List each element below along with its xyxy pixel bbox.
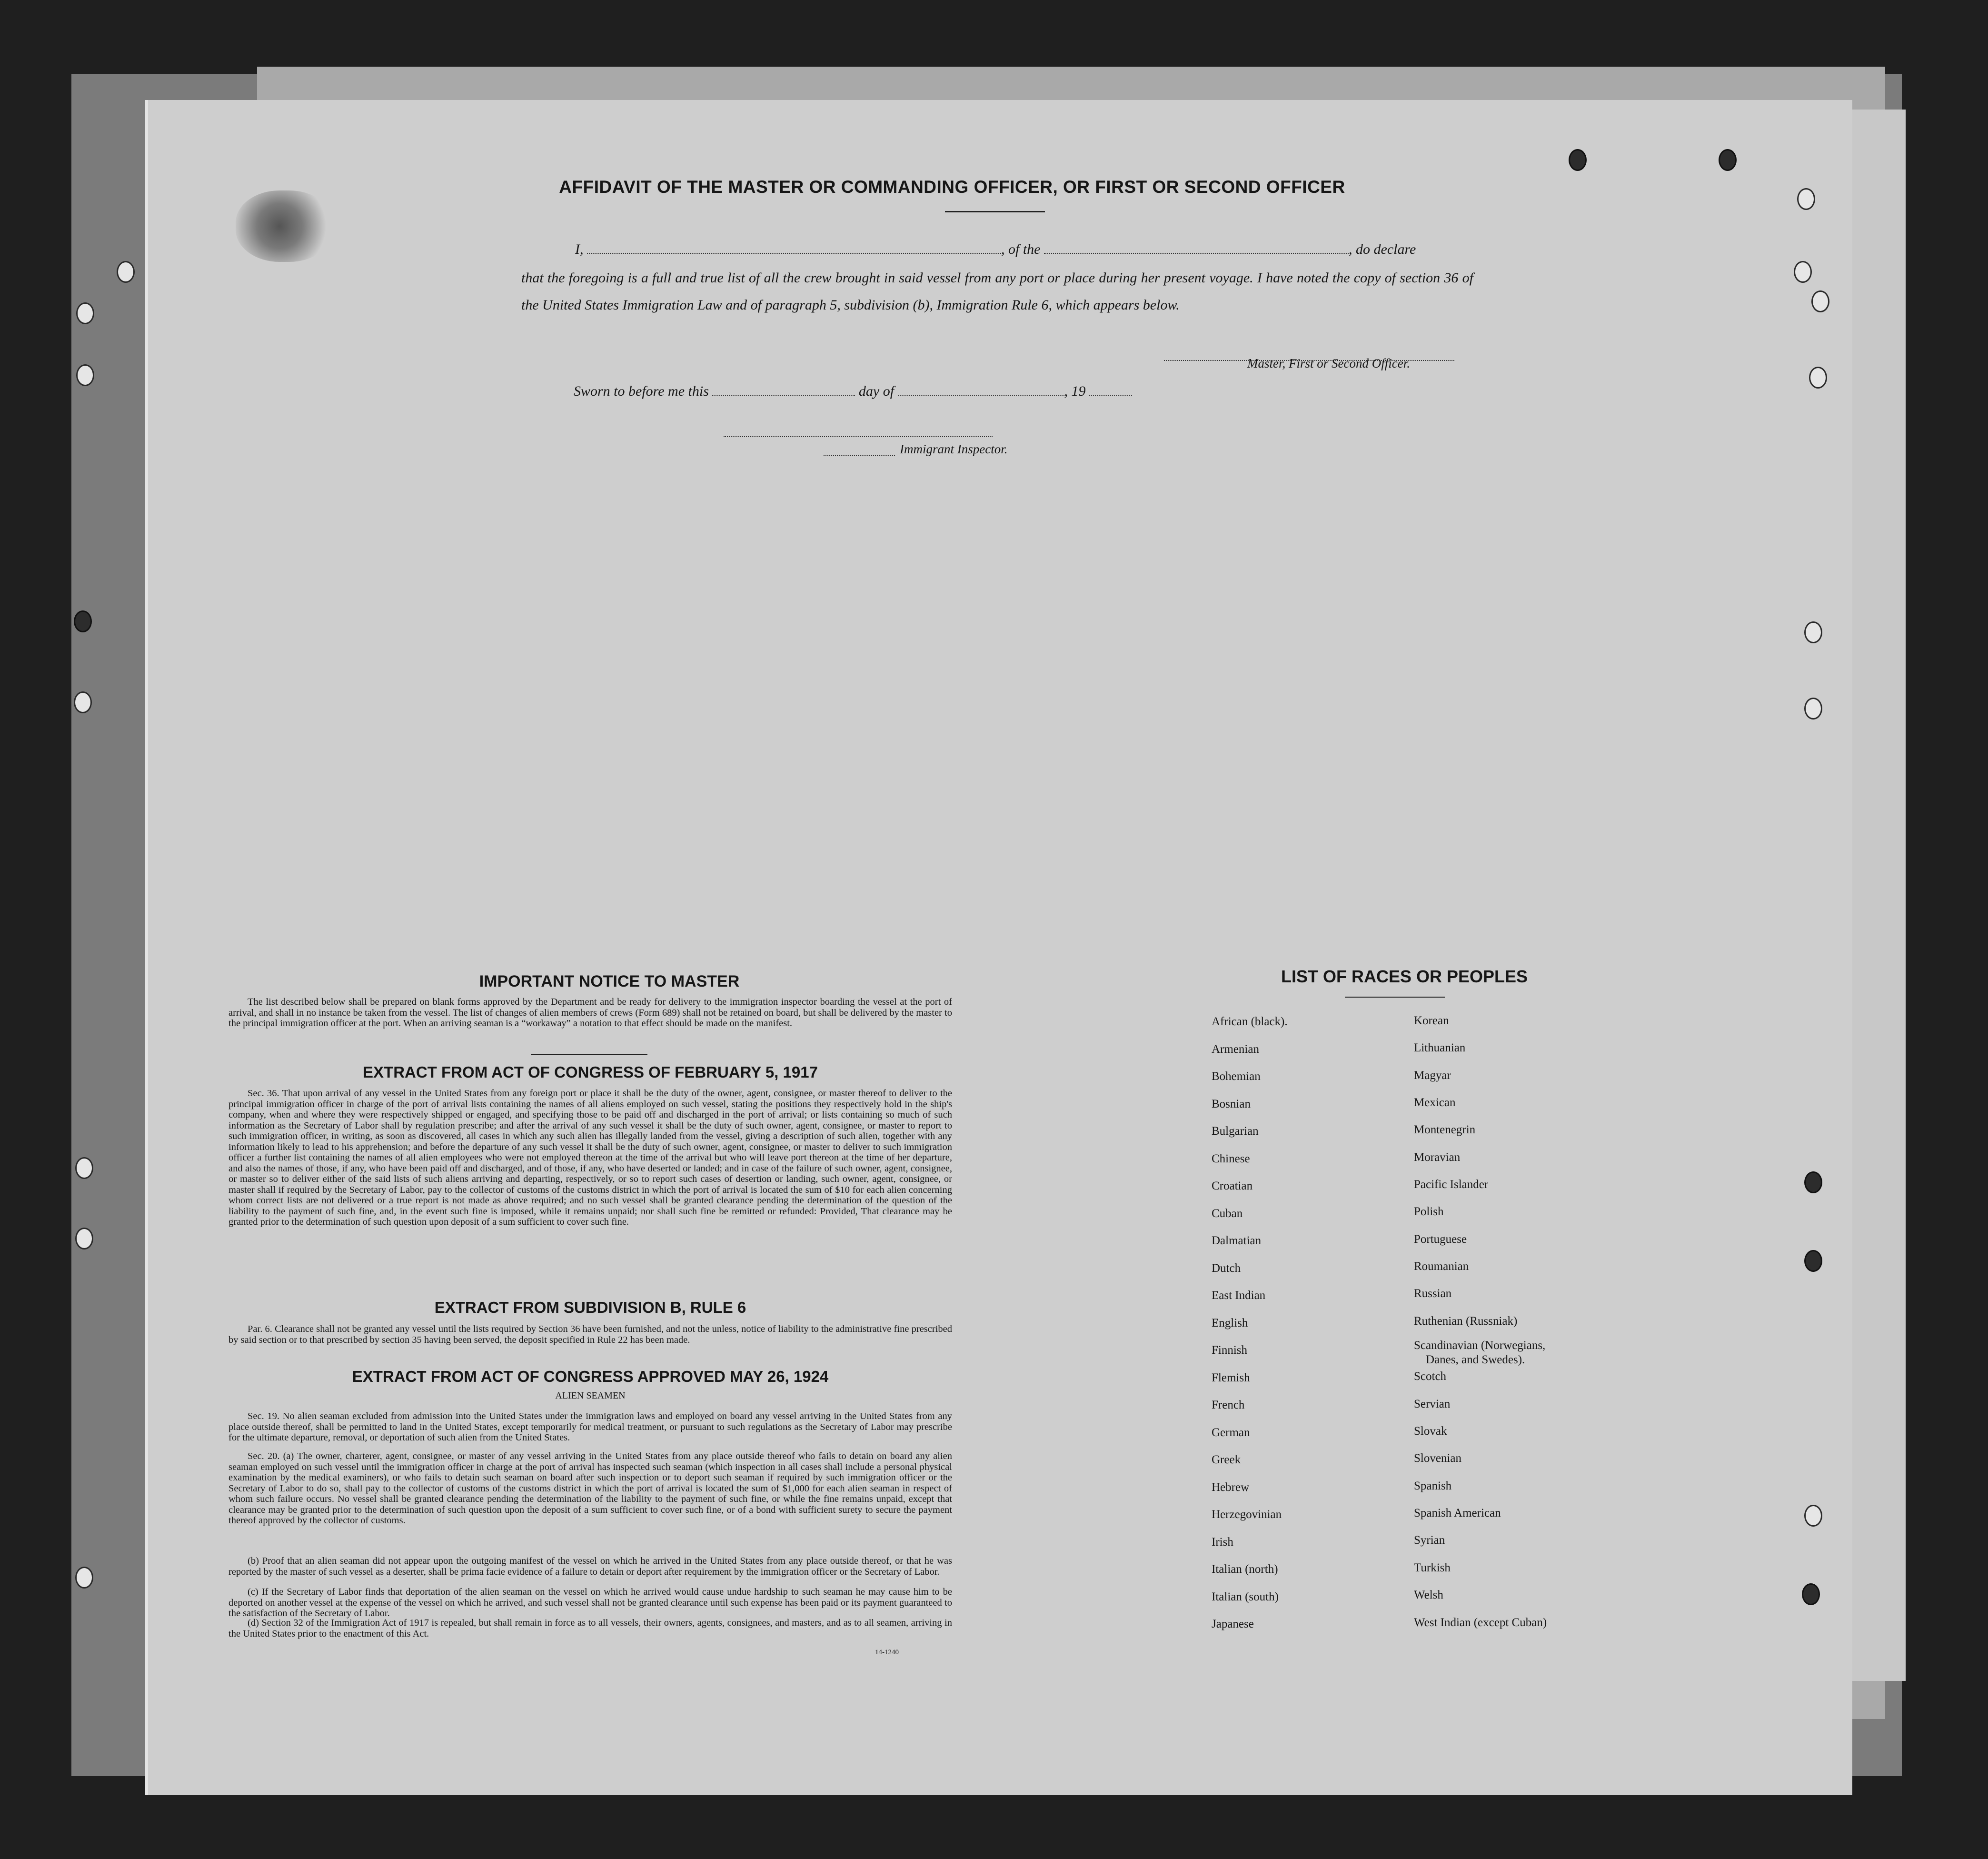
race-item: Syrian <box>1414 1534 1445 1547</box>
race-item: Spanish American <box>1414 1507 1501 1519</box>
extract-1917-title: EXTRACT FROM ACT OF CONGRESS OF FEBRUARY 5, 1917 <box>363 1063 818 1081</box>
race-item: Flemish <box>1212 1371 1250 1384</box>
race-item: Moravian <box>1414 1151 1461 1164</box>
master-signature-label: Master, First or Second Officer. <box>1247 356 1410 370</box>
affidavit-i: I, <box>575 241 584 257</box>
binder-hole <box>1804 1171 1822 1193</box>
race-item: Cuban <box>1212 1207 1243 1220</box>
race-item: Spanish <box>1414 1479 1452 1492</box>
race-item: Danes, and Swedes). <box>1426 1353 1525 1366</box>
extract-1924-sec20d: (d) Section 32 of the Immigration Act of 1917 is repealed, but shall remain in force as to all vessels, their owners, agents, consignees, and masters, and as to all seamen, arriving in the United States prior to the enactment of this Act. <box>229 1618 952 1639</box>
name-blank <box>587 252 1001 254</box>
binder-hole <box>76 302 94 324</box>
extract-rule6-text: Par. 6. Clearance shall not be granted any vessel until the lists required by Section 36 have been furnished, and not the unless, notice of liability to the administrative fine prescribed by said section or to that prescribed by section 35 having been served, the deposit specified in Rule 22 has been made. <box>229 1324 952 1345</box>
day-blank <box>712 394 855 396</box>
race-item: French <box>1212 1399 1245 1411</box>
race-item: Polish <box>1414 1205 1444 1218</box>
binder-hole <box>1802 1583 1820 1605</box>
race-item: Pacific Islander <box>1414 1178 1489 1191</box>
races-title: LIST OF RACES OR PEOPLES <box>1281 967 1528 986</box>
binder-hole <box>74 610 92 632</box>
race-item: Irish <box>1212 1535 1233 1549</box>
form-number: 14-1240 <box>875 1649 899 1656</box>
binder-hole <box>1797 188 1815 210</box>
binder-hole <box>1794 261 1812 283</box>
sworn-prefix: Sworn to before me this <box>574 383 709 399</box>
race-item: Dalmatian <box>1212 1234 1262 1247</box>
extract-1924-sec20b: (b) Proof that an alien seaman did not appear upon the outgoing manifest of the vessel on which he arrived in the United States from any place outside thereof, or that he was reported by the master of such vessel as a deserter, shall be prima facie evidence of a failure to detain or deport after requirement by the immigration officer or the Secretary of Labor. <box>229 1556 952 1577</box>
race-item: Welsh <box>1414 1589 1443 1601</box>
affidavit-declare: , do declare <box>1349 241 1416 257</box>
binder-hole <box>1804 1250 1822 1272</box>
race-item: Lithuanian <box>1414 1041 1466 1054</box>
binder-hole <box>1811 290 1829 312</box>
year-blank <box>1089 394 1132 396</box>
race-item: German <box>1212 1426 1250 1439</box>
race-item: Ruthenian (Russniak) <box>1414 1315 1518 1328</box>
race-item: West Indian (except Cuban) <box>1414 1616 1547 1629</box>
extract-1924-sec20c: (c) If the Secretary of Labor finds that deportation of the alien seaman on the vessel on which he arrived would cause undue hardship to such seaman he may cause him to be deported on another vessel at the expense of the vessel on which he arrived, and such vessel shall not be granted clearance until such expense has been paid or its payment guaranteed to the satisfaction of the Secretary of Labor. <box>229 1587 952 1619</box>
page-edge <box>1847 110 1906 1681</box>
extract-rule6-title: EXTRACT FROM SUBDIVISION B, RULE 6 <box>434 1299 746 1316</box>
inspector-signature-line <box>724 436 993 437</box>
race-item: Chinese <box>1212 1152 1250 1165</box>
race-item: Bosnian <box>1212 1097 1251 1110</box>
sworn-line <box>574 383 1132 400</box>
race-item: Croatian <box>1212 1179 1253 1192</box>
race-item: Slovak <box>1414 1425 1447 1438</box>
binder-hole <box>1804 1505 1822 1527</box>
binder-hole <box>74 691 92 713</box>
race-item: Portuguese <box>1414 1233 1467 1246</box>
inspector-label: Immigrant Inspector. <box>900 442 1008 456</box>
race-item: Italian (south) <box>1212 1590 1279 1603</box>
race-item: Servian <box>1414 1398 1451 1410</box>
race-item: Russian <box>1414 1287 1452 1300</box>
race-item: Korean <box>1414 1014 1449 1027</box>
race-item: Hebrew <box>1212 1480 1250 1494</box>
race-item: Turkish <box>1414 1561 1451 1574</box>
races-title-underline <box>1345 997 1445 998</box>
race-item: Bohemian <box>1212 1070 1261 1083</box>
binder-hole <box>1804 621 1822 643</box>
race-item: Roumanian <box>1414 1260 1469 1273</box>
vessel-blank <box>1044 252 1349 254</box>
extract-1924-sec19: Sec. 19. No alien seaman excluded from admission into the United States under the immigration laws and employed on board any vessel arriving in the United States from any place outside thereof, shall be permitted to land in the United States, except temporarily for medical treatment, or pursuant to such regulations as the Secretary of Labor may prescribe for the ultimate departure, removal, or deportation of such alien from the United States. <box>229 1411 952 1443</box>
extract-1924-subtitle: ALIEN SEAMEN <box>555 1390 626 1401</box>
notice-title: IMPORTANT NOTICE TO MASTER <box>479 972 740 990</box>
extract-1924-sec20: Sec. 20. (a) The owner, charterer, agent, consignee, or master of any vessel arriving in the United States from any place outside thereof who fails to detain on board any alien seaman employed on such vessel until the immigration officer in charge at the port of arrival has inspected such seaman (which inspection in all cases shall include a personal physical examination by the medical examiners), or who fails to detain such seaman on board after such inspection or to deport such seaman if required by such immigration officer or the Secretary of Labor to do so, shall pay to the collector of customs of the customs district in which the port of arrival is located the sum of $1,000 for each alien seaman in respect of whom such failure occurs. No vessel shall be granted clearance pending the determination of the liability to the payment of such fine, or while the fine remains unpaid, except that clearance may be granted prior to the determination of such question upon the deposit of a sum sufficient to cover such fine, or of a bond with sufficient surety to secure the payment thereof approved by the collector of customs. <box>229 1451 952 1526</box>
race-item: Herzegovinian <box>1212 1508 1282 1521</box>
sworn-year: , 19 <box>1064 383 1086 399</box>
binder-hole <box>1809 367 1827 389</box>
race-item: Mexican <box>1414 1096 1456 1109</box>
affidavit-title: AFFIDAVIT OF THE MASTER OR COMMANDING OFFICER, OR FIRST OR SECOND OFFICER <box>559 177 1345 197</box>
race-item: Greek <box>1212 1453 1241 1466</box>
notice-text: The list described below shall be prepared on blank forms approved by the Department and be ready for delivery to the immigration inspector boarding the vessel at the port of arrival, and shall in no instance be taken from the vessel. The list of changes of alien members of crews (Form 689) shall not be retained on board, but shall be delivered by the master to the principal immigration officer at the port. When an arriving seaman is a “workaway” a notation to that effect should be made on the manifest. <box>229 997 952 1029</box>
binder-hole <box>76 364 94 386</box>
extract-1917-text: Sec. 36. That upon arrival of any vessel in the United States from any foreign port or place it shall be the duty of the owner, agent, consignee, or master thereof to deliver to the principal immigration officer in charge of the port of arrival lists containing the names of all aliens employed on such vessel, stating the positions they respectively hold in the ship's company, when and where they were respectively shipped or engaged, and specifying those to be paid off and discharged in the port of arrival; or lists containing so much of such information as the Secretary of Labor shall by regulation prescribe; and after the arrival of any such vessel it shall be the duty of such owner, agent, consignee, or master to report to such immigration officer, in writing, as soon as discovered, all cases in which any such alien has illegally landed from the vessel, giving a description of such alien, together with any information likely to lead to his apprehension; and before the departure of any such vessel it shall be the duty of such owner, agent, consignee, or master to deliver to such immigration officer a further list containing the names of all alien employees who were not employed thereon at the time of the arrival but who will leave port thereon at the time of her departure, and also the names of those, if any, who have been paid off and discharged, and of those, if any, who have deserted or landed; and in case of the failure of such owner, agent, consignee, or master so to deliver either of the said lists of such aliens arriving and departing, respectively, or so to report such cases of desertion or landing, such owner, agent, consignee, or master shall if required by the Secretary of Labor, pay to the collector of customs of the customs district in which the port of arrival is located the sum of $10 for each alien concerning whom correct lists are not delivered or a true report is not made as above required; and no such vessel shall be granted clearance pending the determination of the question of the liability to the payment of such fine, and, in the event such fine is imposed, while it remains unpaid; nor shall such fine be remitted or refunded: Provided, That clearance may be granted prior to the determination of such question upon deposit of a sum sufficient to cover such fine. <box>229 1088 952 1227</box>
race-item: Italian (north) <box>1212 1563 1278 1576</box>
binder-hole <box>1804 698 1822 720</box>
race-item: East Indian <box>1212 1289 1266 1302</box>
race-item: African (black). <box>1212 1015 1288 1028</box>
binder-hole <box>1569 149 1587 171</box>
affidavit-body: that the foregoing is a full and true list of all the crew brought in said vessel from any port or place during her present voyage. I have noted the copy of section 36 of the United States Immigration Law and of paragraph 5, subdivision (b), Immigration Rule 6, which appears below. <box>521 270 1473 313</box>
race-item: Scandinavian (Norwegians, <box>1414 1339 1546 1352</box>
binder-hole <box>117 261 135 283</box>
race-item: Scotch <box>1414 1370 1447 1383</box>
race-item: Japanese <box>1212 1618 1254 1630</box>
ink-smudge <box>236 190 333 262</box>
race-item: Dutch <box>1212 1261 1241 1275</box>
affidavit-line-1 <box>575 241 1416 258</box>
race-item: English <box>1212 1316 1248 1329</box>
race-item: Slovenian <box>1414 1452 1461 1465</box>
inspector-label-line <box>824 455 895 456</box>
sworn-day-of: day of <box>858 383 895 399</box>
race-item: Bulgarian <box>1212 1125 1259 1138</box>
race-item: Finnish <box>1212 1344 1248 1357</box>
binder-hole <box>75 1157 93 1179</box>
race-item: Montenegrin <box>1414 1123 1476 1136</box>
extract-1924-title: EXTRACT FROM ACT OF CONGRESS APPROVED MAY 26, 1924 <box>352 1368 829 1385</box>
race-item: Magyar <box>1414 1069 1451 1082</box>
affidavit-of-the: , of the <box>1001 241 1041 257</box>
month-blank <box>898 394 1064 396</box>
divider <box>531 1054 647 1055</box>
document-page <box>145 100 1852 1795</box>
binder-hole <box>1719 149 1737 171</box>
binder-hole <box>75 1228 93 1249</box>
title-underline <box>945 211 1045 212</box>
binder-hole <box>75 1567 93 1589</box>
race-item: Armenian <box>1212 1042 1259 1056</box>
